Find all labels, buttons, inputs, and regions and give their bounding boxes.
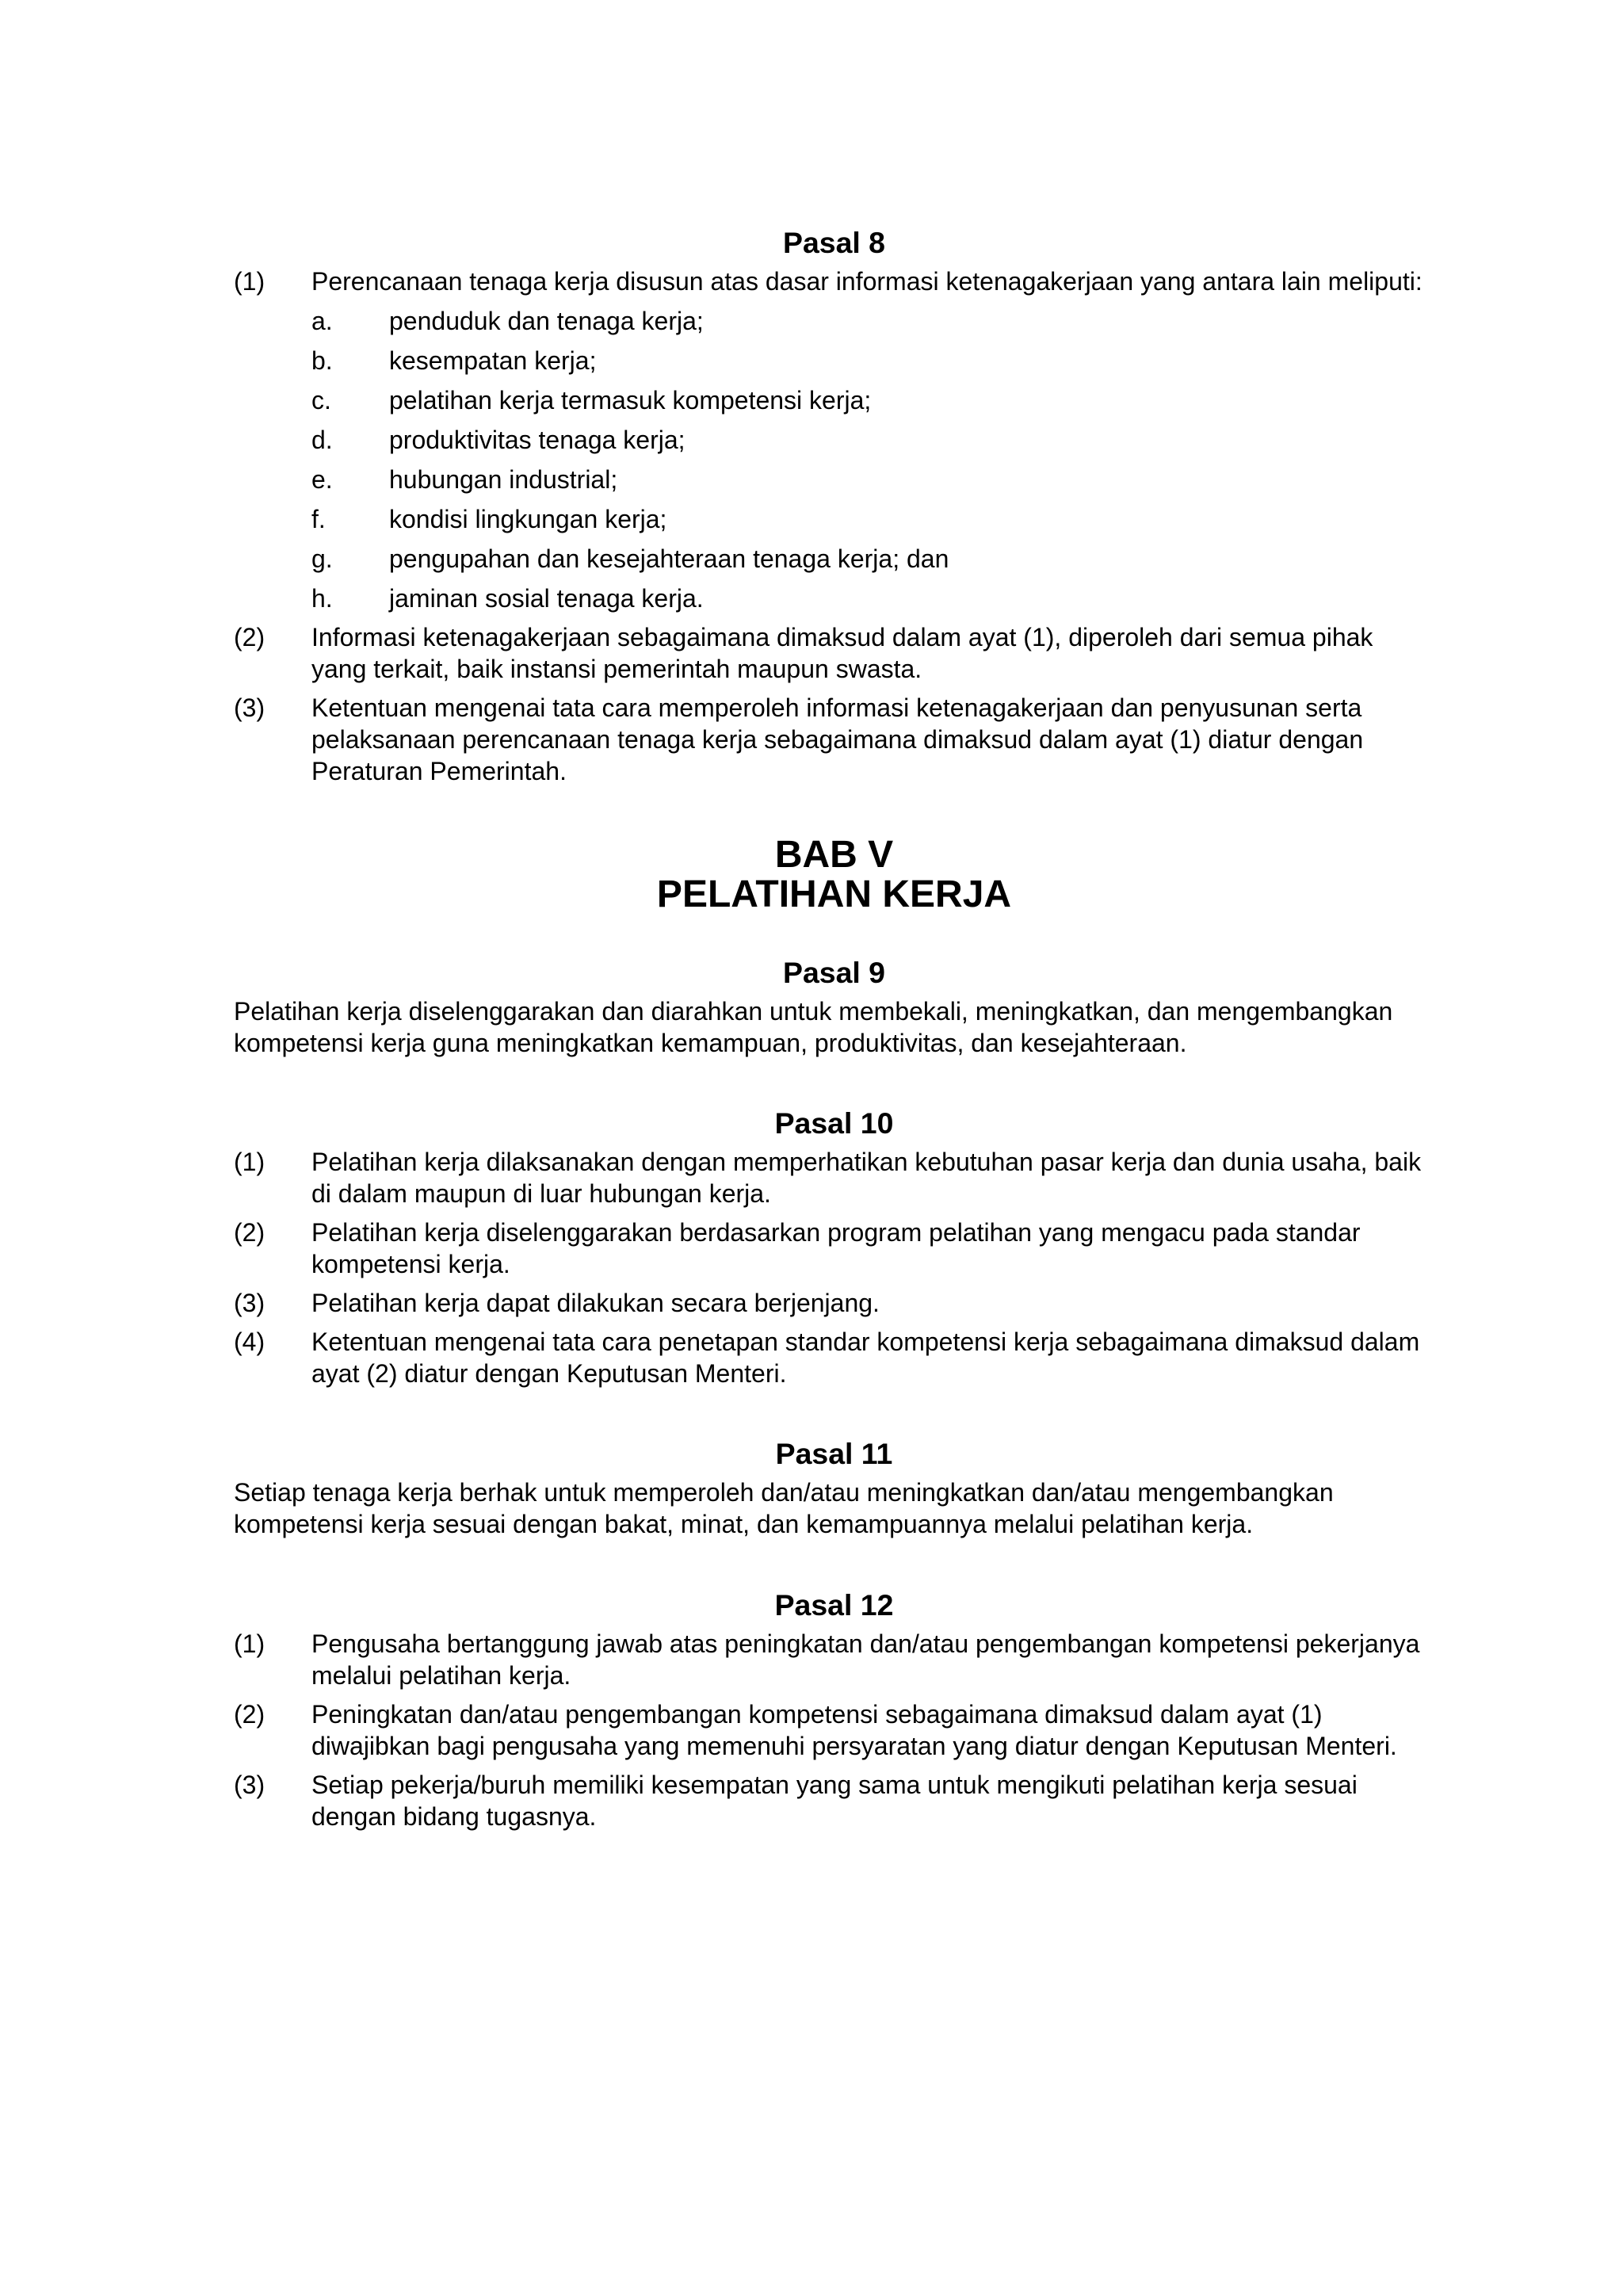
- list-item-text: produktivitas tenaga kerja;: [389, 426, 685, 454]
- list-item: [311, 503, 1434, 535]
- pasal-10-ayat-3: [234, 1287, 1434, 1319]
- pasal-8-ayat-1-list: [311, 305, 1434, 614]
- pasal-8-ayat-3: [234, 692, 1434, 787]
- list-item: [311, 345, 1434, 376]
- list-item-letter: d.: [311, 426, 333, 454]
- list-item: [311, 543, 1434, 575]
- ayat-number: (1): [234, 1148, 265, 1176]
- ayat-number: (3): [234, 693, 265, 722]
- list-item-text: pengupahan dan kesejahteraan tenaga kerja; dan: [389, 544, 949, 573]
- ayat-number: (1): [234, 1629, 265, 1658]
- list-item-letter: f.: [311, 505, 326, 533]
- pasal-10-section: [234, 1107, 1434, 1389]
- bab-section: [234, 834, 1434, 915]
- pasal-12-ayat-2: [234, 1698, 1434, 1762]
- pasal-9-heading: Pasal 9: [782, 956, 885, 989]
- pasal-12-ayat-3: [234, 1769, 1434, 1832]
- ayat-text: Pengusaha bertanggung jawab atas peningkatan dan/atau pengembangan kompetensi pekerjanya melalui pelatihan kerja.: [311, 1629, 1420, 1690]
- pasal-12-section: [234, 1589, 1434, 1832]
- list-item-text: pelatihan kerja termasuk kompetensi kerja;: [389, 386, 872, 415]
- pasal-9-section: [234, 957, 1434, 1059]
- ayat-text: Pelatihan kerja diselenggarakan berdasarkan program pelatihan yang mengacu pada standar kompetensi kerja.: [311, 1218, 1361, 1278]
- pasal-12-ayat-1: [234, 1628, 1434, 1691]
- list-item-letter: g.: [311, 544, 333, 573]
- list-item: [311, 583, 1434, 614]
- list-item-text: kondisi lingkungan kerja;: [389, 505, 667, 533]
- ayat-number: (2): [234, 623, 265, 651]
- list-item: [311, 305, 1434, 337]
- pasal-10-ayat-4: [234, 1326, 1434, 1389]
- ayat-text: Pelatihan kerja dapat dilakukan secara berjenjang.: [311, 1289, 880, 1317]
- list-item-letter: c.: [311, 386, 331, 415]
- pasal-11-heading: Pasal 11: [775, 1437, 893, 1470]
- ayat-text: Ketentuan mengenai tata cara penetapan standar kompetensi kerja sebagaimana dimaksud dalam ayat (2) diatur dengan Keputusan Menteri.: [311, 1328, 1420, 1388]
- list-item: [311, 384, 1434, 416]
- ayat-number: (2): [234, 1700, 265, 1729]
- pasal-8-ayat-2: [234, 621, 1434, 685]
- ayat-number: (3): [234, 1771, 265, 1799]
- pasal-10-ayat-2: [234, 1217, 1434, 1280]
- pasal-10-heading: Pasal 10: [774, 1106, 894, 1140]
- pasal-8-ayat-1: [234, 266, 1434, 297]
- ayat-number: (2): [234, 1218, 265, 1247]
- bab-title: PELATIHAN KERJA: [656, 873, 1012, 915]
- ayat-text: Setiap pekerja/buruh memiliki kesempatan yang sama untuk mengikuti pelatihan kerja sesuai dengan bidang tugasnya.: [311, 1771, 1358, 1831]
- ayat-number: (4): [234, 1328, 265, 1356]
- ayat-text: Informasi ketenagakerjaan sebagaimana dimaksud dalam ayat (1), diperoleh dari semua pihak yang terkait, baik instansi pemerintah maupun swasta.: [311, 623, 1373, 683]
- list-item: [311, 464, 1434, 495]
- pasal-10-ayat-1: [234, 1146, 1434, 1209]
- list-item-text: kesempatan kerja;: [389, 346, 597, 375]
- ayat-text: Ketentuan mengenai tata cara memperoleh informasi ketenagakerjaan dan penyusunan serta pelaksanaan perencanaan tenaga kerja sebagaimana dimaksud dalam ayat (1) diatur dengan Peraturan Pemerintah.: [311, 693, 1364, 785]
- list-item-letter: a.: [311, 307, 333, 335]
- pasal-11-text: Setiap tenaga kerja berhak untuk memperoleh dan/atau meningkatkan dan/atau mengembangkan kompetensi kerja sesuai dengan bakat, minat, dan kemampuannya melalui pelatihan kerja.: [234, 1478, 1334, 1538]
- list-item-letter: e.: [311, 465, 333, 494]
- pasal-12-heading: Pasal 12: [774, 1588, 894, 1622]
- list-item-text: hubungan industrial;: [389, 465, 618, 494]
- list-item-text: jaminan sosial tenaga kerja.: [389, 584, 704, 613]
- pasal-11-section: [234, 1438, 1434, 1540]
- ayat-number: (3): [234, 1289, 265, 1317]
- document-body: [234, 227, 1434, 1832]
- ayat-text: Pelatihan kerja dilaksanakan dengan memperhatikan kebutuhan pasar kerja dan dunia usaha, baik di dalam maupun di luar hubungan kerja.: [311, 1148, 1422, 1208]
- pasal-8-heading: Pasal 8: [782, 226, 885, 259]
- list-item-letter: b.: [311, 346, 333, 375]
- ayat-number: (1): [234, 267, 265, 296]
- pasal-8-section: [234, 227, 1434, 787]
- ayat-text: Perencanaan tenaga kerja disusun atas dasar informasi ketenagakerjaan yang antara lain meliputi:: [311, 267, 1423, 296]
- list-item-letter: h.: [311, 584, 333, 613]
- bab-number: BAB V: [774, 834, 894, 876]
- list-item: [311, 424, 1434, 456]
- pasal-9-text: Pelatihan kerja diselenggarakan dan diarahkan untuk membekali, meningkatkan, dan mengembangkan kompetensi kerja guna meningkatkan kemampuan, produktivitas, dan kesejahteraan.: [234, 997, 1393, 1057]
- ayat-text: Peningkatan dan/atau pengembangan kompetensi sebagaimana dimaksud dalam ayat (1) diwajibkan bagi pengusaha yang memenuhi persyaratan yang diatur dengan Keputusan Menteri.: [311, 1700, 1397, 1760]
- list-item-text: penduduk dan tenaga kerja;: [389, 307, 704, 335]
